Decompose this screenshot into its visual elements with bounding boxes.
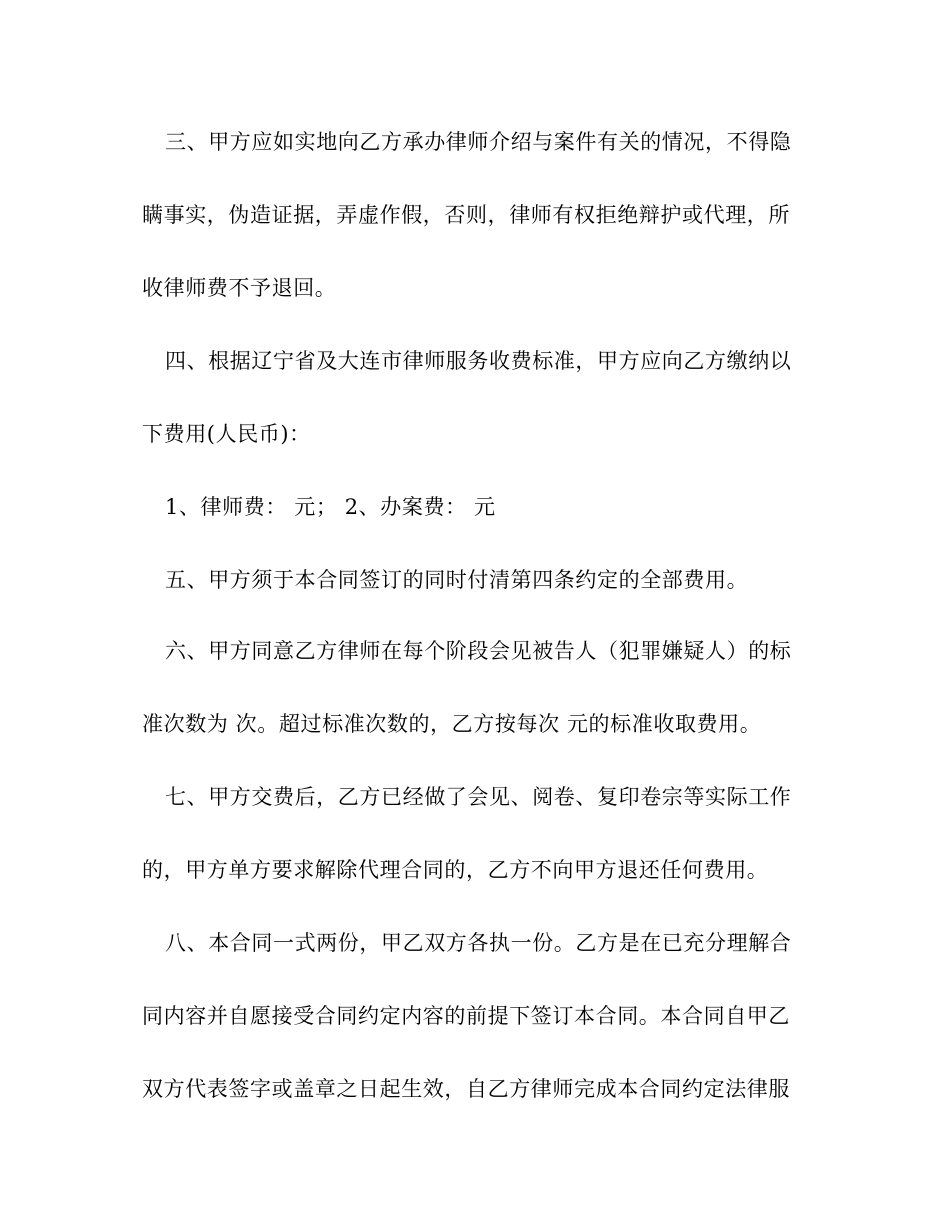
clause-7-line-1: 七、甲方交费后，乙方已经做了会见、阅卷、复印卷宗等实际工作 (165, 785, 792, 809)
clause-3-line-2: 瞒事实，伪造证据，弄虚作假，否则，律师有权拒绝辩护或代理，所 (142, 203, 790, 227)
clause-8-line-1: 八、本合同一式两份，甲乙双方各执一份。乙方是在已充分理解合 (165, 931, 792, 955)
clause-4-line-1: 四、根据辽宁省及大连市律师服务收费标准，甲方应向乙方缴纳以 (165, 349, 792, 373)
clause-5-line-1: 五、甲方须于本合同签订的同时付清第四条约定的全部费用。 (165, 568, 749, 592)
fee-items-line: 1、律师费： 元； 2、办案费： 元 (165, 495, 496, 519)
clause-3-line-3: 收律师费不予退回。 (142, 276, 337, 300)
clause-6-line-1: 六、甲方同意乙方律师在每个阶段会见被告人（犯罪嫌疑人）的标 (165, 639, 792, 663)
clause-8-line-3: 双方代表签字或盖章之日起生效，自乙方律师完成本合同约定法律服 (142, 1077, 790, 1101)
clause-6-line-2: 准次数为 次。超过标准次数的，乙方按每次 元的标准收取费用。 (142, 712, 762, 736)
clause-4-line-2: 下费用(人民币)： (142, 422, 311, 446)
clause-7-line-2: 的，甲方单方要求解除代理合同的，乙方不向甲方退还任何费用。 (142, 858, 769, 882)
clause-8-line-2: 同内容并自愿接受合同约定内容的前提下签订本合同。本合同自甲乙 (142, 1004, 790, 1028)
clause-3-line-1: 三、甲方应如实地向乙方承办律师介绍与案件有关的情况，不得隐 (165, 130, 792, 154)
